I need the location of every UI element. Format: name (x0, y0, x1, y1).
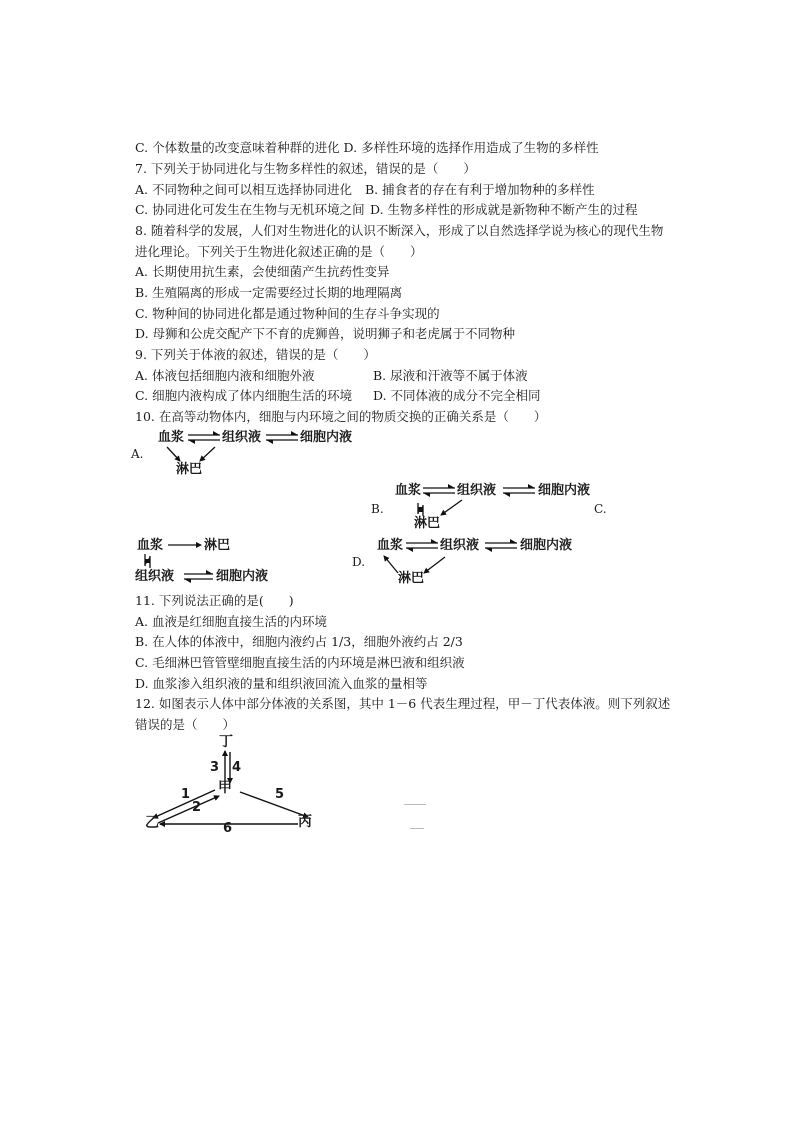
q11-option-c: C. 毛细淋巴管管壁细胞直接生活的内环境是淋巴液和组织液 (135, 655, 465, 670)
q9-option-c: C. 细胞内液构成了体内细胞生活的环境 (135, 388, 353, 403)
q12-process-4: 4 (232, 760, 242, 775)
q8-option-a: A. 长期使用抗生素，会使细菌产生抗药性变异 (135, 264, 390, 279)
option-d-tissue-fluid: 组织液 (440, 538, 480, 553)
q8-stem-line1: 8. 随着科学的发展，人们对生物进化的认识不断深入，形成了以自然选择学说为核心的现代生物 (135, 223, 664, 238)
q9-option-d: D. 不同体液的成分不完全相同 (373, 388, 541, 403)
q11-option-a: A. 血液是红细胞直接生活的内环境 (135, 614, 327, 629)
option-c-tissue-fluid: 组织液 (135, 569, 175, 584)
scan-smudge (410, 828, 424, 829)
option-c-plasma: 血浆 (137, 538, 164, 553)
q12-process-3: 3 (210, 760, 220, 775)
q7-option-c: C. 协同进化可发生在生物与无机环境之间 (135, 202, 365, 217)
option-d-intracellular-fluid: 细胞内液 (520, 538, 573, 553)
q8-stem-line2: 进化理论。下列关于生物进化叙述正确的是（ ） (135, 244, 423, 259)
option-b-lymph: 淋巴 (414, 516, 441, 531)
q9-stem: 9. 下列关于体液的叙述，错误的是（ ） (135, 347, 376, 362)
scan-smudge (404, 804, 426, 805)
option-d-plasma: 血浆 (377, 538, 404, 553)
q7-stem: 7. 下列关于协同进化与生物多样性的叙述，错误的是（ ） (135, 161, 476, 176)
option-b-plasma: 血浆 (395, 483, 422, 498)
q9-option-b: B. 尿液和汗液等不属于体液 (373, 368, 528, 383)
q10-option-c-label: C. (594, 502, 607, 516)
q12-node-bing: 丙 (298, 814, 312, 830)
q12-process-6: 6 (223, 821, 233, 836)
q12-stem-line1: 12. 如图表示人体中部分体液的关系图，其中 1－6 代表生理过程，甲－丁代表体液。则下列叙述 (135, 696, 671, 711)
q10-option-a-label: A. (131, 447, 144, 461)
option-c-lymph: 淋巴 (204, 538, 231, 553)
q11-option-d: D. 血浆渗入组织液的量和组织液回流入血浆的量相等 (135, 676, 428, 691)
q10-option-b-label: B. (371, 502, 384, 516)
q10-option-d-label: D. (352, 555, 366, 569)
q12-node-jia: 甲 (218, 780, 232, 796)
q9-option-a: A. 体液包括细胞内液和细胞外液 (135, 368, 315, 383)
q12-process-5: 5 (275, 787, 285, 802)
option-b-intracellular-fluid: 细胞内液 (538, 483, 591, 498)
q7-option-d: D. 生物多样性的形成就是新物种不断产生的过程 (370, 202, 638, 217)
q12-process-1: 1 (181, 787, 191, 802)
option-d-lymph: 淋巴 (398, 571, 425, 586)
q12-process-2: 2 (192, 800, 202, 815)
option-a-plasma: 血浆 (158, 430, 185, 445)
option-b-tissue-fluid: 组织液 (457, 483, 497, 498)
q8-option-c: C. 物种间的协同进化都是通过物种间的生存斗争实现的 (135, 306, 440, 321)
q8-option-b: B. 生殖隔离的形成一定需要经过长期的地理隔离 (135, 285, 403, 300)
q12-stem-line2: 错误的是（ ） (135, 717, 236, 732)
option-a-intracellular-fluid: 细胞内液 (300, 430, 353, 445)
option-a-lymph: 淋巴 (176, 462, 203, 477)
option-a-tissue-fluid: 组织液 (222, 430, 262, 445)
q12-node-yi: 乙 (145, 815, 159, 831)
option-c-intracellular-fluid: 细胞内液 (216, 569, 269, 584)
q12-node-ding: 丁 (219, 734, 233, 750)
q11-stem: 11. 下列说法正确的是( ) (135, 593, 294, 608)
q11-option-b: B. 在人体的体液中，细胞内液约占 1/3，细胞外液约占 2/3 (135, 634, 463, 649)
q7-option-a: A. 不同物种之间可以相互选择协同进化 (135, 182, 352, 197)
q8-option-d: D. 母狮和公虎交配产下不育的虎狮兽，说明狮子和老虎属于不同物种 (135, 326, 516, 341)
q7-option-b: B. 捕食者的存在有利于增加物种的多样性 (365, 182, 595, 197)
q10-stem: 10. 在高等动物体内，细胞与内环境之间的物质交换的正确关系是（ ） (135, 409, 547, 424)
q6-option-c-d: C. 个体数量的改变意味着种群的进化 D. 多样性环境的选择作用造成了生物的多样性 (135, 140, 599, 155)
